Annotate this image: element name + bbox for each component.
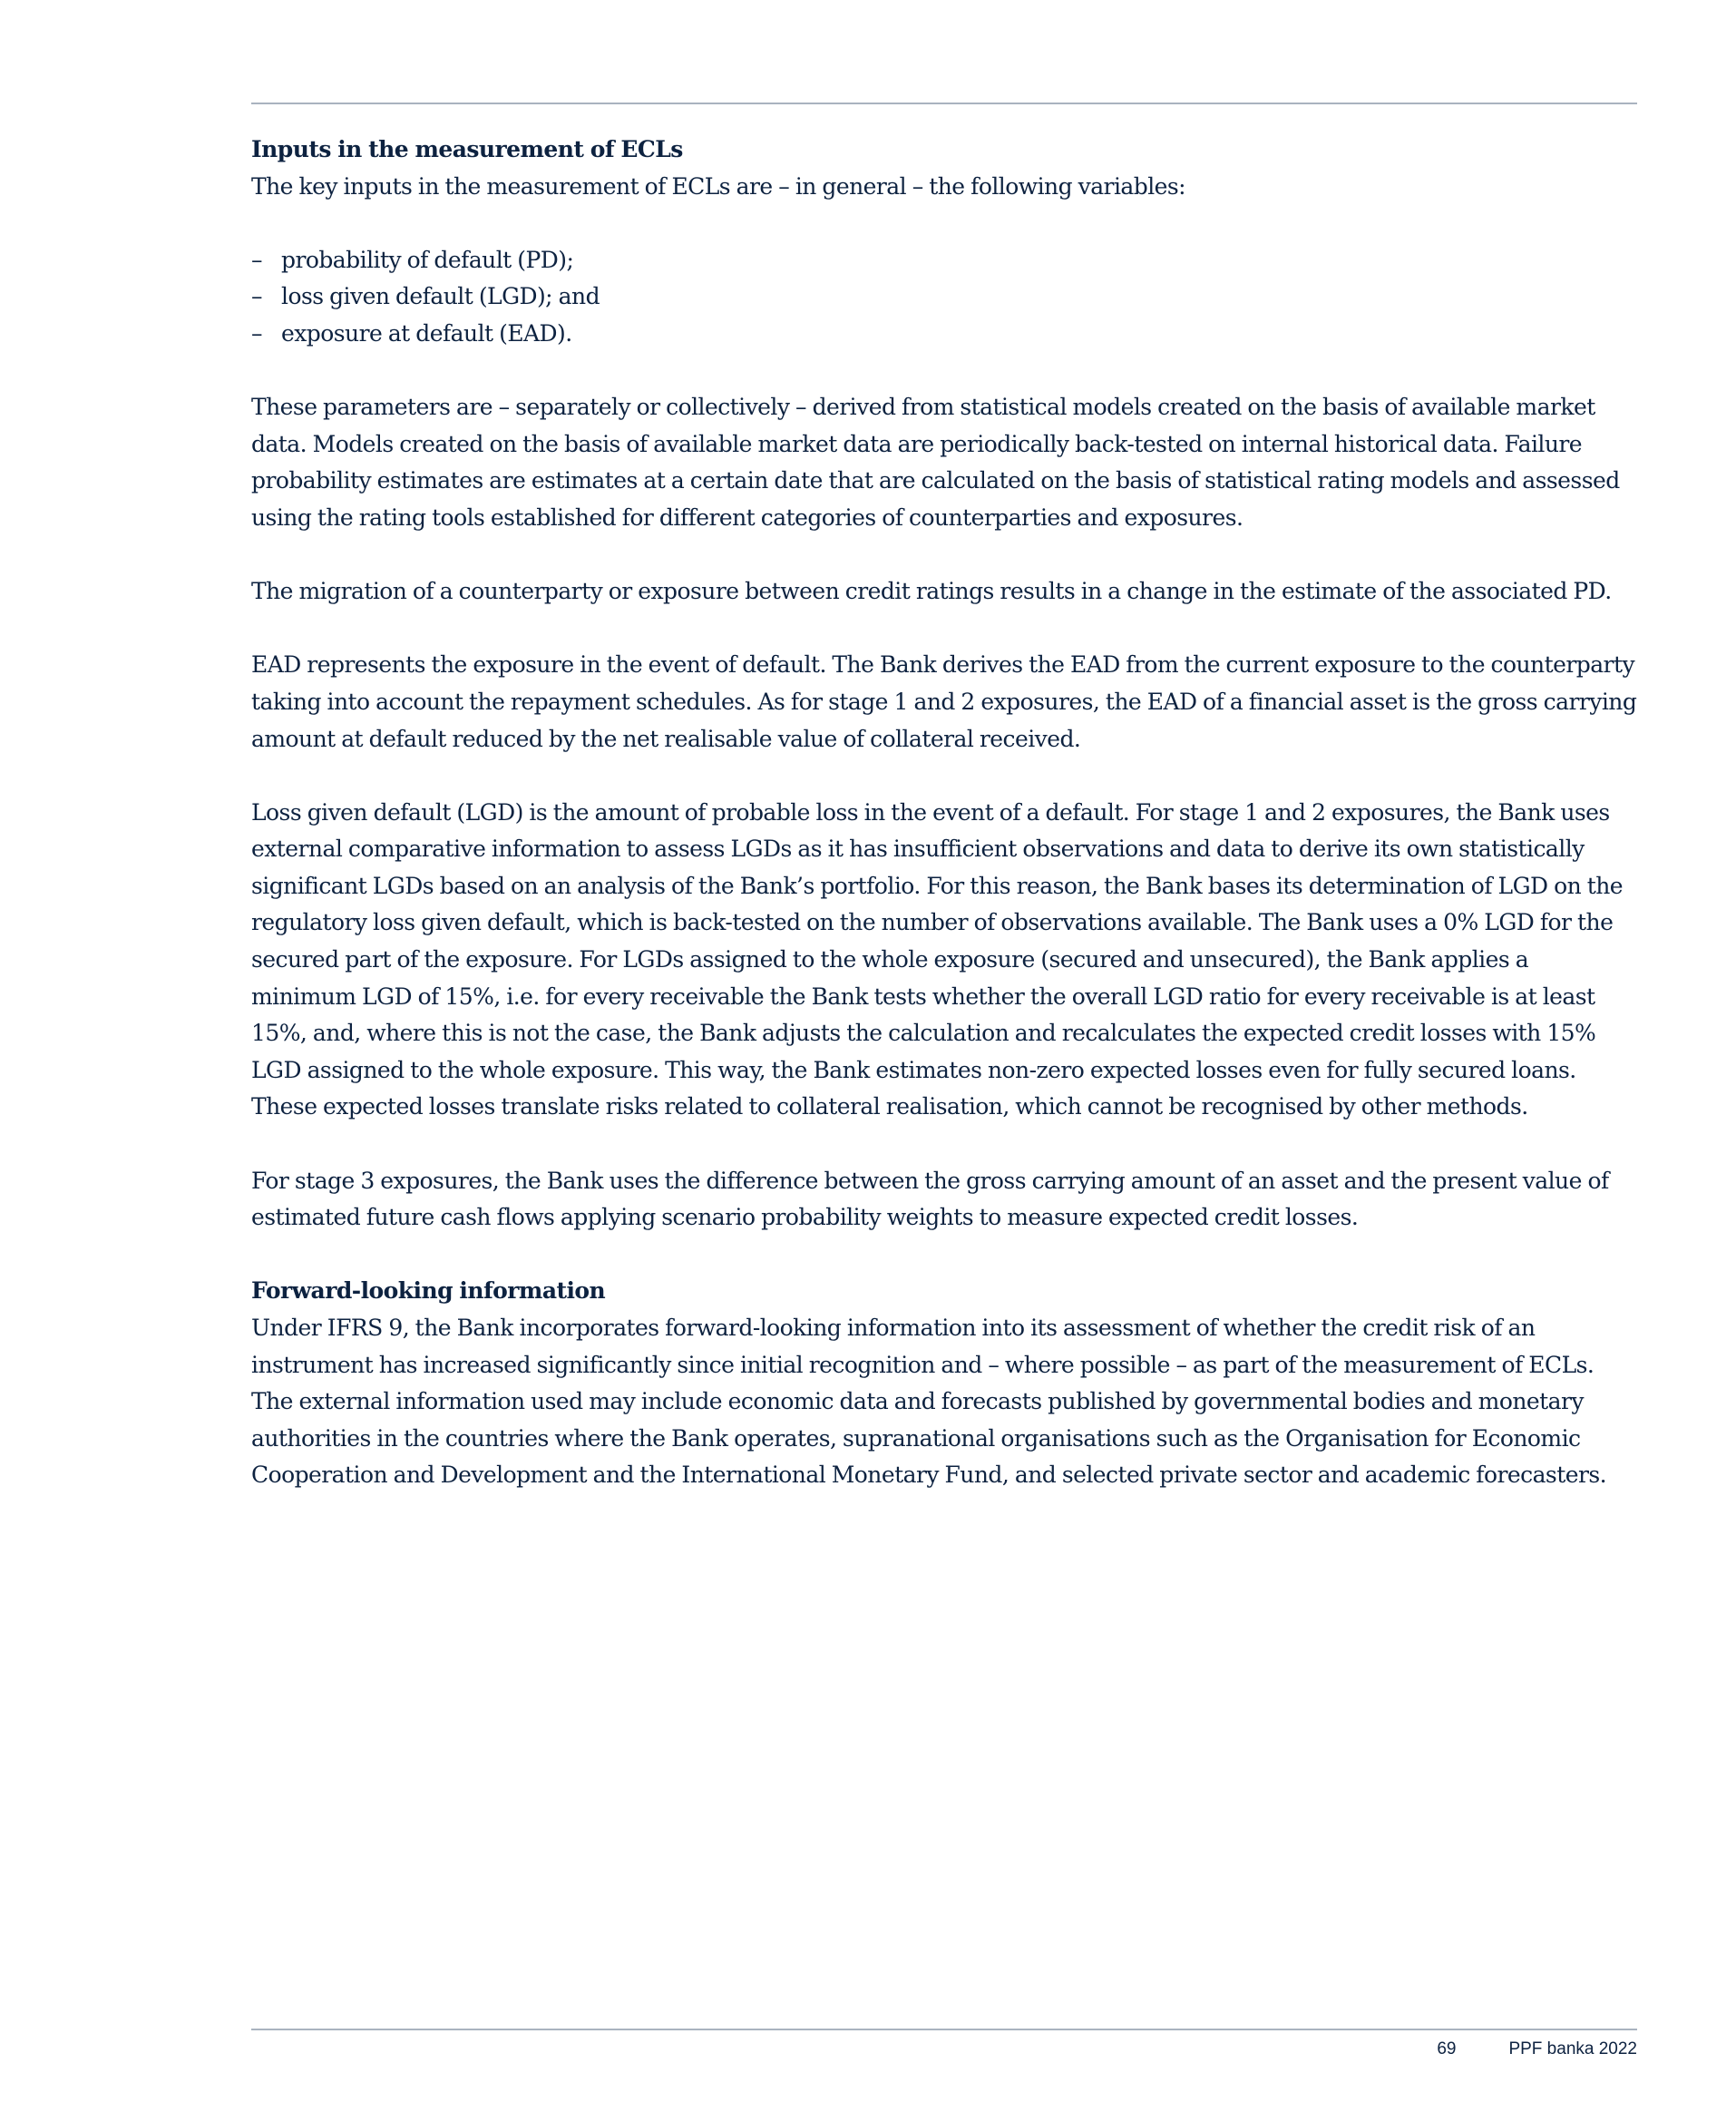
top-divider xyxy=(251,103,1637,104)
page-footer xyxy=(1437,2039,1637,2059)
paragraph-parameters: These parameters are – separately or collectively – derived from statistical models created on the basis of available market data. Models created on the basis of available market data are periodically back-tested on internal historical data. Failure probability estimates are estimates at a certain date that are calculated on the basis of statistical rating models and assessed using the rating tools established for different categories of counterparties and exposures. xyxy=(251,394,1620,531)
dash-bullet: – xyxy=(251,246,262,273)
paragraph-stage3: For stage 3 exposures, the Bank uses the difference between the gross carrying amount of an asset and the present value of estimated future cash flows applying scenario probability weights to measure expected credit losses. xyxy=(251,1167,1609,1231)
variables-list xyxy=(251,242,1637,353)
dash-bullet: – xyxy=(251,283,262,310)
publication-title: PPF banka 2022 xyxy=(1508,2039,1637,2058)
bottom-divider xyxy=(251,2029,1637,2030)
list-item: – probability of default (PD); xyxy=(251,242,1637,279)
paragraph-forward-looking: Under IFRS 9, the Bank incorporates forward-looking information into its assessment of whether the credit risk of an instrument has increased significantly since initial recognition and – where possible – as part of the measurement of ECLs. The external information used may include economic data and forecasts published by governmental bodies and monetary authorities in the countries where the Bank operates, supranational organisations such as the Organisation for Economic Cooperation and Development and the International Monetary Fund, and selected private sector and academic forecasters. xyxy=(251,1315,1607,1489)
dash-bullet: – xyxy=(251,319,262,347)
paragraph-migration: The migration of a counterparty or exposure between credit ratings results in a change in the estimate of the associated PD. xyxy=(251,578,1612,605)
section-intro: The key inputs in the measurement of ECLs are – in general – the following variables: xyxy=(251,172,1186,200)
paragraph-lgd: Loss given default (LGD) is the amount of probable loss in the event of a default. For stage 1 and 2 exposures, the Bank uses external comparative information to assess LGDs as it has insufficient observations and data to derive its own statistically significant LGDs based on an analysis of the Bank’s portfolio. For this reason, the Bank bases its determination of LGD on the regulatory loss given default, which is back-tested on the number of observations available. The Bank uses a 0% LGD for the secured part of the exposure. For LGDs assigned to the whole exposure (secured and unsecured), the Bank applies a minimum LGD of 15%, i.e. for every receivable the Bank tests whether the overall LGD ratio for every receivable is at least 15%, and, where this is not the case, the Bank adjusts the calculation and recalculates the expected credit losses with 15% LGD assigned to the whole exposure. This way, the Bank estimates non-zero expected losses even for fully secured loans. These expected losses translate risks related to collateral realisation, which cannot be recognised by other methods. xyxy=(251,798,1624,1120)
section-heading-inputs: Inputs in the measurement of ECLs xyxy=(251,136,683,162)
section-heading-forward-looking: Forward-looking information xyxy=(251,1277,606,1305)
document-body xyxy=(251,132,1637,1531)
list-item: – loss given default (LGD); and xyxy=(251,279,1637,316)
paragraph-ead: EAD represents the exposure in the event of default. The Bank derives the EAD from the current exposure to the counterparty taking into account the repayment schedules. As for stage 1 and 2 exposures, the EAD of a financial asset is the gross carrying amount at default reduced by the net realisable value of collateral received. xyxy=(251,651,1637,752)
list-item: – exposure at default (EAD). xyxy=(251,316,1637,353)
page-number: 69 xyxy=(1437,2039,1457,2058)
